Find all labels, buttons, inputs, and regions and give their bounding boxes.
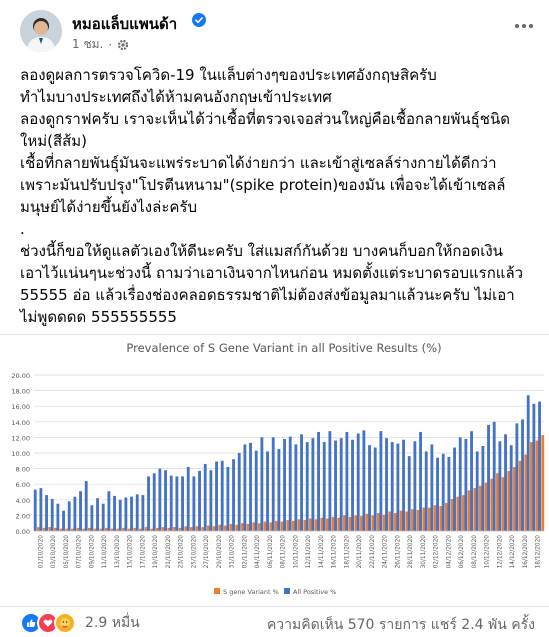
- y-tick-label: 18.00: [11, 387, 30, 396]
- x-tick-label: 24/11/2020: [382, 535, 389, 569]
- bar-s-gene-variant: [156, 528, 159, 531]
- legend-swatch-s-gene-variant: [214, 588, 220, 594]
- bar-all-positive: [351, 440, 354, 531]
- bar-all-positive: [515, 423, 518, 531]
- post-line: ใหม่(สีส้ม): [20, 132, 88, 150]
- x-tick-label: 22/11/2020: [369, 535, 376, 569]
- post-line: มนุษย์ได้ง่ายขึ้นยังไงล่ะครับ: [20, 198, 197, 216]
- bar-all-positive: [538, 402, 541, 531]
- bar-s-gene-variant: [286, 520, 289, 531]
- bar-all-positive: [498, 441, 501, 531]
- bar-all-positive: [164, 470, 167, 531]
- bar-all-positive: [527, 395, 530, 531]
- x-tick-label: 15/10/2020: [127, 535, 134, 569]
- bar-all-positive: [272, 437, 275, 531]
- bar-all-positive: [374, 448, 377, 531]
- bar-all-positive: [153, 473, 156, 531]
- x-tick-label: 19/10/2020: [153, 535, 160, 569]
- post-header: [0, 0, 549, 62]
- x-tick-label: 03/10/2020: [51, 535, 58, 569]
- bar-s-gene-variant: [434, 505, 437, 531]
- bar-all-positive: [62, 511, 65, 531]
- x-tick-label: 12/12/2020: [497, 535, 504, 569]
- bar-all-positive: [192, 476, 195, 531]
- post-line: ลองดูกราฟครับ เราจะเห็นได้ว่าเชื้อที่ตรวจเจอส่วนใหญ่คือเชื้อกลายพันธุ์ชนิด: [20, 110, 510, 128]
- bar-all-positive: [170, 476, 173, 531]
- legend-label-all-positive: All Positive %: [293, 588, 337, 596]
- bar-all-positive: [521, 419, 524, 531]
- post-image-chart[interactable]: [0, 334, 549, 607]
- y-tick-label: 4.00: [15, 496, 30, 505]
- y-tick-label: 16.00: [11, 403, 30, 412]
- x-tick-label: 09/10/2020: [89, 535, 96, 569]
- bar-all-positive: [294, 444, 297, 531]
- bar-all-positive: [107, 491, 110, 531]
- bar-all-positive: [68, 501, 71, 531]
- bar-s-gene-variant: [439, 506, 442, 531]
- bar-s-gene-variant: [218, 525, 221, 531]
- x-tick-label: 23/10/2020: [178, 535, 185, 569]
- post-line: เพราะมันปรับปรุง"โปรตีนหนาม"(spike protein)ของมัน เพื่อจะได้เข้าเซลล์: [20, 176, 506, 194]
- bar-s-gene-variant: [264, 522, 267, 531]
- bar-s-gene-variant: [281, 522, 284, 531]
- bar-s-gene-variant: [105, 528, 108, 531]
- bar-s-gene-variant: [54, 528, 57, 531]
- bar-all-positive: [181, 476, 184, 531]
- y-tick-label: 10.00: [11, 450, 30, 458]
- x-tick-label: 20/11/2020: [357, 535, 364, 569]
- bar-all-positive: [85, 481, 88, 531]
- bar-all-positive: [396, 444, 399, 531]
- reactions-summary[interactable]: [20, 612, 140, 634]
- bar-all-positive: [425, 451, 428, 531]
- x-tick-label: 16/11/2020: [331, 535, 338, 569]
- bar-s-gene-variant: [502, 477, 505, 531]
- bar-all-positive: [204, 464, 207, 531]
- bar-s-gene-variant: [524, 455, 527, 531]
- chart-title: Prevalence of S Gene Variant in all Positive Results (%): [126, 341, 442, 355]
- chart-svg: [0, 335, 549, 605]
- bar-all-positive: [357, 434, 360, 532]
- y-tick-label: 20.00: [11, 372, 30, 380]
- bar-s-gene-variant: [445, 503, 448, 531]
- bar-all-positive: [402, 440, 405, 531]
- bar-s-gene-variant: [326, 519, 329, 531]
- bar-all-positive: [113, 496, 116, 531]
- bar-all-positive: [45, 495, 48, 531]
- bar-s-gene-variant: [37, 527, 40, 531]
- bar-all-positive: [306, 442, 309, 531]
- bar-s-gene-variant: [473, 488, 476, 531]
- bar-all-positive: [328, 431, 331, 531]
- bar-all-positive: [79, 491, 82, 531]
- bar-s-gene-variant: [377, 513, 380, 531]
- bar-s-gene-variant: [179, 528, 182, 531]
- bar-all-positive: [221, 461, 224, 531]
- bar-all-positive: [90, 505, 93, 531]
- bar-s-gene-variant: [456, 497, 459, 531]
- author-avatar[interactable]: [20, 10, 62, 52]
- x-tick-label: 06/12/2020: [459, 535, 466, 569]
- x-tick-label: 21/10/2020: [165, 535, 172, 569]
- bar-s-gene-variant: [411, 509, 414, 531]
- x-tick-label: 06/11/2020: [267, 535, 274, 569]
- bar-s-gene-variant: [309, 519, 312, 531]
- bar-s-gene-variant: [167, 528, 170, 531]
- bar-s-gene-variant: [258, 523, 261, 531]
- x-tick-label: 08/11/2020: [280, 535, 287, 569]
- bar-all-positive: [102, 504, 105, 531]
- bar-s-gene-variant: [479, 486, 482, 531]
- bar-s-gene-variant: [530, 442, 533, 531]
- x-tick-label: 18/12/2020: [535, 535, 542, 569]
- bar-s-gene-variant: [275, 521, 278, 531]
- bar-s-gene-variant: [252, 522, 255, 531]
- care-reaction-icon: [54, 612, 76, 634]
- bar-s-gene-variant: [536, 441, 539, 531]
- x-tick-label: 16/12/2020: [522, 535, 529, 569]
- legend-swatch-all-positive: [284, 588, 290, 594]
- bar-all-positive: [249, 443, 252, 531]
- bar-all-positive: [255, 451, 258, 531]
- bar-all-positive: [232, 459, 235, 531]
- y-tick-label: 2.00: [15, 512, 30, 521]
- x-tick-label: 08/12/2020: [471, 535, 478, 569]
- bar-s-gene-variant: [43, 528, 46, 531]
- x-tick-label: 02/11/2020: [242, 535, 249, 569]
- bar-s-gene-variant: [360, 516, 363, 531]
- bar-s-gene-variant: [235, 525, 238, 531]
- x-tick-label: 05/10/2020: [63, 535, 70, 569]
- bar-s-gene-variant: [422, 508, 425, 531]
- bar-all-positive: [175, 476, 178, 531]
- x-tick-label: 04/11/2020: [255, 535, 262, 569]
- x-tick-label: 14/11/2020: [318, 535, 325, 569]
- bar-all-positive: [334, 441, 337, 531]
- bar-s-gene-variant: [337, 518, 340, 531]
- post-timestamp[interactable]: 1 ชม.: [72, 37, 104, 51]
- bar-s-gene-variant: [230, 524, 233, 531]
- separator-dot: ·: [108, 37, 113, 52]
- reactions-count: 2.9 หมื่น: [85, 615, 140, 631]
- post-line: .: [20, 220, 25, 238]
- bar-s-gene-variant: [77, 528, 80, 531]
- author-name[interactable]: หมอแล็บแพนด้า: [72, 15, 178, 33]
- bar-s-gene-variant: [190, 527, 193, 531]
- x-tick-label: 10/11/2020: [293, 535, 300, 569]
- bar-s-gene-variant: [173, 527, 176, 531]
- bar-all-positive: [130, 497, 133, 531]
- bar-s-gene-variant: [541, 435, 544, 531]
- bar-s-gene-variant: [349, 517, 352, 531]
- bar-all-positive: [300, 434, 303, 531]
- x-tick-label: 02/12/2020: [433, 535, 440, 569]
- bar-all-positive: [323, 442, 326, 531]
- post-line: ช่วงนี้ก็ขอให้ดูแลตัวเองให้ดีนะครับ ใส่แมสก์กันด้วย บางคนก็บอกให้กอดเงิน: [20, 242, 503, 260]
- bar-s-gene-variant: [417, 510, 420, 531]
- bar-all-positive: [504, 434, 507, 531]
- bar-all-positive: [277, 449, 280, 531]
- y-tick-label: 8.00: [15, 465, 30, 474]
- bar-all-positive: [385, 438, 388, 531]
- bar-s-gene-variant: [485, 483, 488, 531]
- x-tick-label: 10/12/2020: [484, 535, 491, 569]
- x-tick-label: 04/12/2020: [446, 535, 453, 569]
- bar-s-gene-variant: [405, 512, 408, 532]
- bar-s-gene-variant: [133, 528, 136, 531]
- bar-all-positive: [493, 422, 496, 531]
- bar-s-gene-variant: [145, 527, 148, 531]
- bar-s-gene-variant: [224, 526, 227, 531]
- x-tick-label: 25/10/2020: [191, 535, 198, 569]
- bar-all-positive: [442, 454, 445, 531]
- bar-s-gene-variant: [354, 515, 357, 531]
- bar-s-gene-variant: [207, 526, 210, 531]
- bar-all-positive: [289, 437, 292, 531]
- bar-all-positive: [266, 451, 269, 531]
- x-tick-label: 29/10/2020: [216, 535, 223, 569]
- x-tick-label: 13/10/2020: [114, 535, 121, 569]
- bar-all-positive: [238, 453, 241, 531]
- bar-s-gene-variant: [298, 519, 301, 531]
- bar-all-positive: [436, 458, 439, 531]
- bar-all-positive: [209, 470, 212, 531]
- bar-s-gene-variant: [468, 490, 471, 531]
- bar-all-positive: [345, 432, 348, 531]
- post-line: เอาไว้แน่นๆนะช่วงนี้ ถามว่าเอาเงินจากไหนก่อน หมดตั้งแต่ระบาดรอบแรกแล้ว: [20, 264, 524, 282]
- bar-all-positive: [51, 499, 54, 531]
- bar-s-gene-variant: [241, 523, 244, 531]
- bar-all-positive: [379, 431, 382, 531]
- bar-s-gene-variant: [122, 528, 125, 531]
- bar-s-gene-variant: [88, 528, 91, 531]
- bar-all-positive: [340, 438, 343, 531]
- bar-s-gene-variant: [490, 479, 493, 531]
- bar-all-positive: [362, 430, 365, 531]
- bar-s-gene-variant: [462, 495, 465, 531]
- bar-s-gene-variant: [394, 513, 397, 531]
- bar-all-positive: [243, 444, 246, 531]
- bar-s-gene-variant: [303, 520, 306, 531]
- bar-all-positive: [510, 445, 513, 531]
- bar-all-positive: [391, 442, 394, 531]
- x-tick-label: 07/10/2020: [76, 535, 83, 569]
- x-tick-label: 31/10/2020: [229, 535, 236, 569]
- x-tick-label: 28/11/2020: [408, 535, 415, 569]
- bar-all-positive: [459, 437, 462, 531]
- bar-all-positive: [470, 431, 473, 531]
- bar-all-positive: [419, 432, 422, 531]
- bar-all-positive: [481, 446, 484, 531]
- bar-s-gene-variant: [213, 526, 216, 531]
- bar-s-gene-variant: [343, 515, 346, 531]
- bar-s-gene-variant: [184, 526, 187, 531]
- bar-s-gene-variant: [519, 461, 522, 531]
- bar-s-gene-variant: [388, 512, 391, 532]
- bar-s-gene-variant: [292, 521, 295, 531]
- post-line: ไม่พูดดดด 555555555: [20, 308, 177, 326]
- bar-all-positive: [56, 504, 59, 531]
- bar-all-positive: [532, 404, 535, 531]
- x-tick-label: 27/10/2020: [204, 535, 211, 569]
- post-line: ลองดูผลการตรวจโควิด-19 ในแล็บต่างๆของประเทศอังกฤษสิครับ: [20, 66, 437, 84]
- y-tick-label: 14.00: [11, 418, 30, 427]
- bar-all-positive: [136, 494, 139, 531]
- bar-all-positive: [226, 467, 229, 531]
- x-tick-label: 12/11/2020: [306, 535, 313, 569]
- verified-badge-icon: [192, 13, 206, 27]
- bar-s-gene-variant: [48, 527, 51, 531]
- bar-all-positive: [141, 495, 144, 531]
- bar-s-gene-variant: [320, 518, 323, 531]
- bar-all-positive: [260, 437, 263, 531]
- post-line: ทำไมบางประเทศถึงได้ห้ามคนอังกฤษเข้าประเทศ: [20, 88, 332, 106]
- y-tick-label: 6.00: [15, 481, 30, 490]
- bar-s-gene-variant: [366, 514, 369, 531]
- bar-s-gene-variant: [400, 511, 403, 531]
- bar-all-positive: [408, 456, 411, 531]
- bar-all-positive: [73, 497, 76, 531]
- bar-all-positive: [487, 425, 490, 531]
- bar-s-gene-variant: [513, 467, 516, 531]
- bar-all-positive: [147, 476, 150, 531]
- legend-label-s-gene-variant: S gene Variant %: [223, 588, 279, 596]
- bar-s-gene-variant: [201, 527, 204, 531]
- bar-s-gene-variant: [451, 499, 454, 531]
- bar-s-gene-variant: [269, 522, 272, 531]
- bar-all-positive: [283, 439, 286, 531]
- bar-all-positive: [317, 432, 320, 531]
- bar-s-gene-variant: [507, 471, 510, 531]
- bar-s-gene-variant: [383, 515, 386, 531]
- x-tick-label: 18/11/2020: [344, 535, 351, 569]
- post-line: 55555 อ่อ แล้วเรื่องช่องคลอดธรรมชาติไม่ต้องส่งข้อมูลมาแล้วนะครับ ไม่เอา: [20, 286, 515, 304]
- bar-s-gene-variant: [162, 527, 165, 531]
- gear-icon[interactable]: [117, 39, 129, 51]
- bar-all-positive: [34, 490, 37, 531]
- bar-s-gene-variant: [196, 526, 199, 531]
- bar-all-positive: [476, 451, 479, 531]
- bar-all-positive: [368, 445, 371, 531]
- bar-s-gene-variant: [332, 517, 335, 531]
- post-line: เชื้อที่กลายพันธุ์มันจะแพร่ระบาดได้ง่ายกว่า และเข้าสู่เซลล์ร่างกายได้ดีกว่า: [20, 154, 497, 172]
- bar-s-gene-variant: [247, 524, 250, 531]
- post-footer: [0, 606, 549, 637]
- post-body: [20, 64, 542, 328]
- bar-s-gene-variant: [315, 519, 318, 531]
- x-tick-label: 17/10/2020: [140, 535, 147, 569]
- bar-all-positive: [215, 462, 218, 531]
- bar-s-gene-variant: [496, 473, 499, 531]
- bar-all-positive: [187, 467, 190, 531]
- y-tick-label: 0.00: [15, 528, 30, 536]
- x-tick-label: 26/11/2020: [395, 535, 402, 569]
- bar-all-positive: [447, 457, 450, 531]
- comments-shares-count[interactable]: ความคิดเห็น 570 รายการ แชร์ 2.4 พัน ครั้ง: [266, 617, 535, 633]
- bar-all-positive: [198, 471, 201, 531]
- bar-all-positive: [413, 441, 416, 531]
- x-tick-label: 14/12/2020: [510, 535, 517, 569]
- bar-all-positive: [453, 448, 456, 531]
- x-tick-label: 11/10/2020: [102, 535, 109, 569]
- bar-all-positive: [430, 444, 433, 531]
- avatar-image: [20, 10, 62, 52]
- bar-s-gene-variant: [428, 508, 431, 531]
- bar-all-positive: [119, 500, 122, 531]
- x-tick-label: 01/10/2020: [38, 535, 45, 569]
- y-tick-label: 12.00: [11, 434, 30, 443]
- bar-all-positive: [96, 498, 99, 531]
- bar-all-positive: [124, 497, 127, 531]
- post-meta: [72, 35, 129, 54]
- bar-all-positive: [311, 438, 314, 531]
- bar-all-positive: [464, 439, 467, 531]
- bar-all-positive: [158, 469, 161, 531]
- more-options-icon[interactable]: [513, 22, 535, 30]
- x-tick-label: 30/11/2020: [420, 535, 427, 569]
- bar-all-positive: [39, 488, 42, 531]
- bar-s-gene-variant: [371, 515, 374, 531]
